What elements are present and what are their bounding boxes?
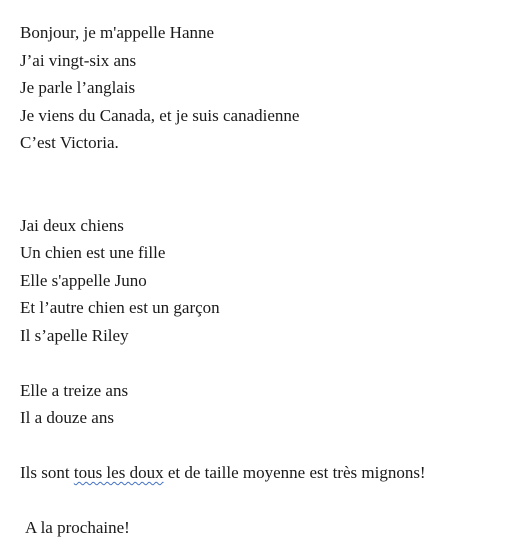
paragraph-dogs xyxy=(20,212,530,350)
text-line: Elle a treize ans xyxy=(20,380,129,400)
grammar-flagged-phrase[interactable]: tous les doux xyxy=(73,463,164,482)
text-run: et de taille moyenne est très mignons! xyxy=(163,463,426,482)
paragraph-ages xyxy=(20,377,530,432)
text-run: Ils sont xyxy=(20,463,74,482)
text-line: J’ai vingt-six ans xyxy=(20,50,137,70)
blank-line xyxy=(20,432,530,460)
document-body[interactable] xyxy=(20,19,530,542)
text-line: Il a douze ans xyxy=(20,408,114,427)
paragraph-description xyxy=(20,459,530,487)
blank-line xyxy=(20,487,530,515)
closing-line: A la prochaine! xyxy=(25,518,130,537)
text-line: Et l’autre chien est un garçon xyxy=(20,298,220,317)
text-line: Bonjour, je m'appelle Hanne xyxy=(20,23,215,42)
paragraph-intro xyxy=(20,19,530,157)
blank-line xyxy=(20,184,530,212)
text-line: Je parle l’anglais xyxy=(20,78,136,97)
text-line: Un chien est une fille xyxy=(20,243,166,262)
blank-line xyxy=(20,349,530,377)
text-line: Il s’apelle Riley xyxy=(20,325,129,345)
text-line: C’est Victoria. xyxy=(20,133,119,152)
blank-line xyxy=(20,157,530,185)
text-line: Je viens du Canada, et je suis canadienne xyxy=(20,105,300,125)
text-line: Jai deux chiens xyxy=(20,215,124,235)
text-line: Elle s'appelle Juno xyxy=(20,270,147,290)
